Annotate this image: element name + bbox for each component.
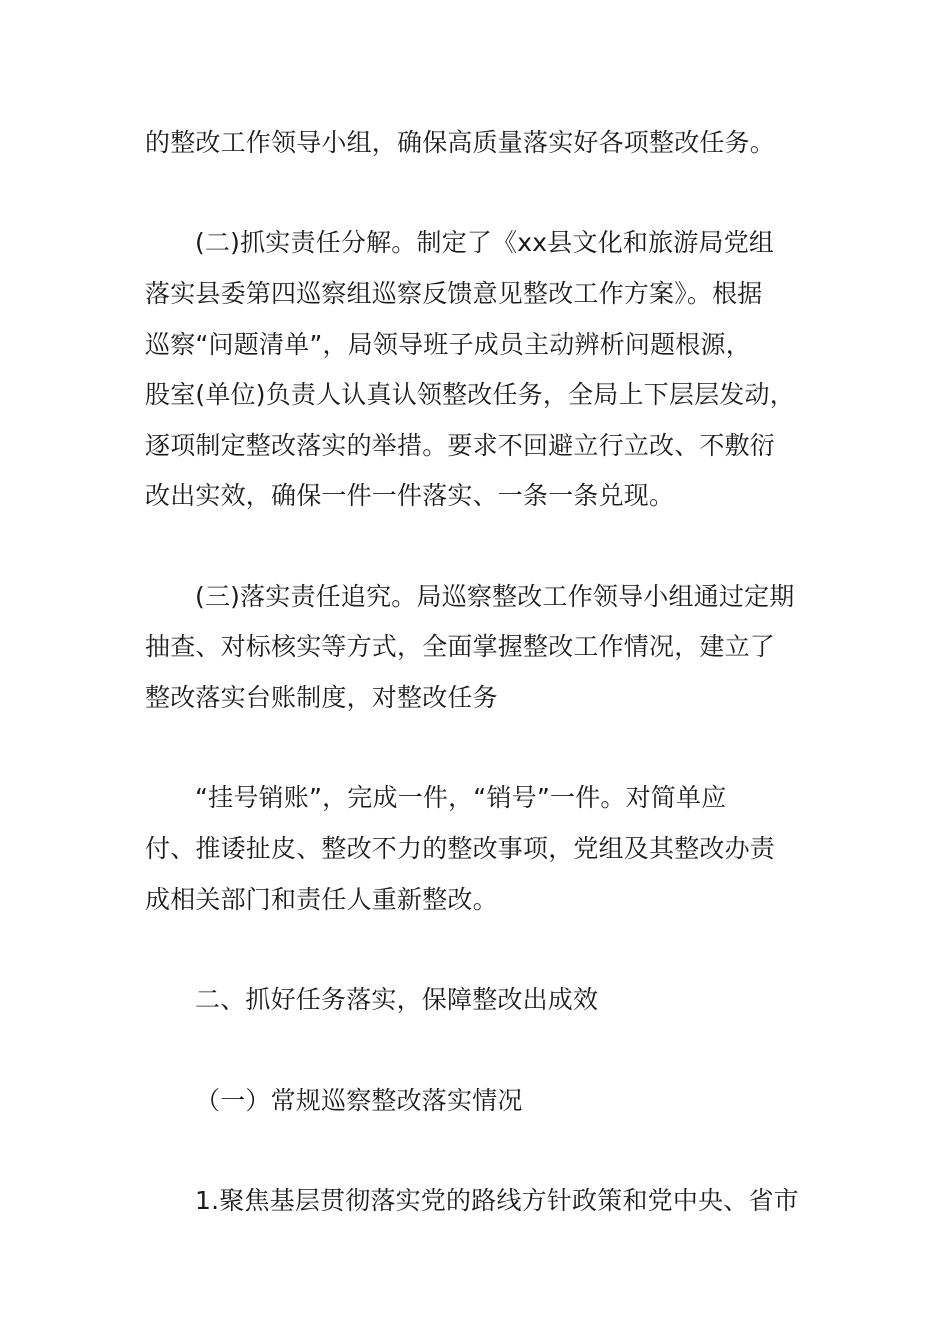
paragraph-line-2: (二)抓实责任分解。制定了《xx县文化和旅游局党组 <box>195 228 775 257</box>
section-heading: 二、抓好任务落实，保障整改出成效 <box>195 985 599 1014</box>
paragraph-line-9: 抽查、对标核实等方式，全面掌握整改工作情况，建立了 <box>145 632 776 661</box>
paragraph-line-12: 付、推诿扯皮、整改不力的整改事项，党组及其整改办责 <box>145 834 776 863</box>
paragraph-line-11: “挂号销账”，完成一件，“销号”一件。对简单应 <box>195 783 727 812</box>
paragraph-line-13: 成相关部门和责任人重新整改。 <box>145 885 498 914</box>
paragraph-line-3: 落实县委第四巡察组巡察反馈意见整改工作方案》。根据 <box>145 279 763 308</box>
paragraph-line-4: 巡察“问题清单”，局领导班子成员主动辨析问题根源， <box>145 330 751 359</box>
subsection-heading: （一）常规巡察整改落实情况 <box>195 1086 523 1115</box>
paragraph-line-7: 改出实效，确保一件一件落实、一条一条兑现。 <box>145 481 675 510</box>
paragraph-line-10: 整改落实台账制度，对整改任务 <box>145 683 498 712</box>
numbered-item-line: 1.聚焦基层贯彻落实党的路线方针政策和党中央、省市 <box>195 1186 799 1215</box>
paragraph-line-6: 逐项制定整改落实的举措。要求不回避立行立改、不敷衍 <box>145 431 776 460</box>
paragraph-line-5: 股室(单位)负责人认真认领整改任务，全局上下层层发动， <box>145 380 795 409</box>
paragraph-line-1: 的整改工作领导小组，确保高质量落实好各项整改任务。 <box>145 128 776 157</box>
paragraph-line-8: (三)落实责任追究。局巡察整改工作领导小组通过定期 <box>195 582 795 611</box>
